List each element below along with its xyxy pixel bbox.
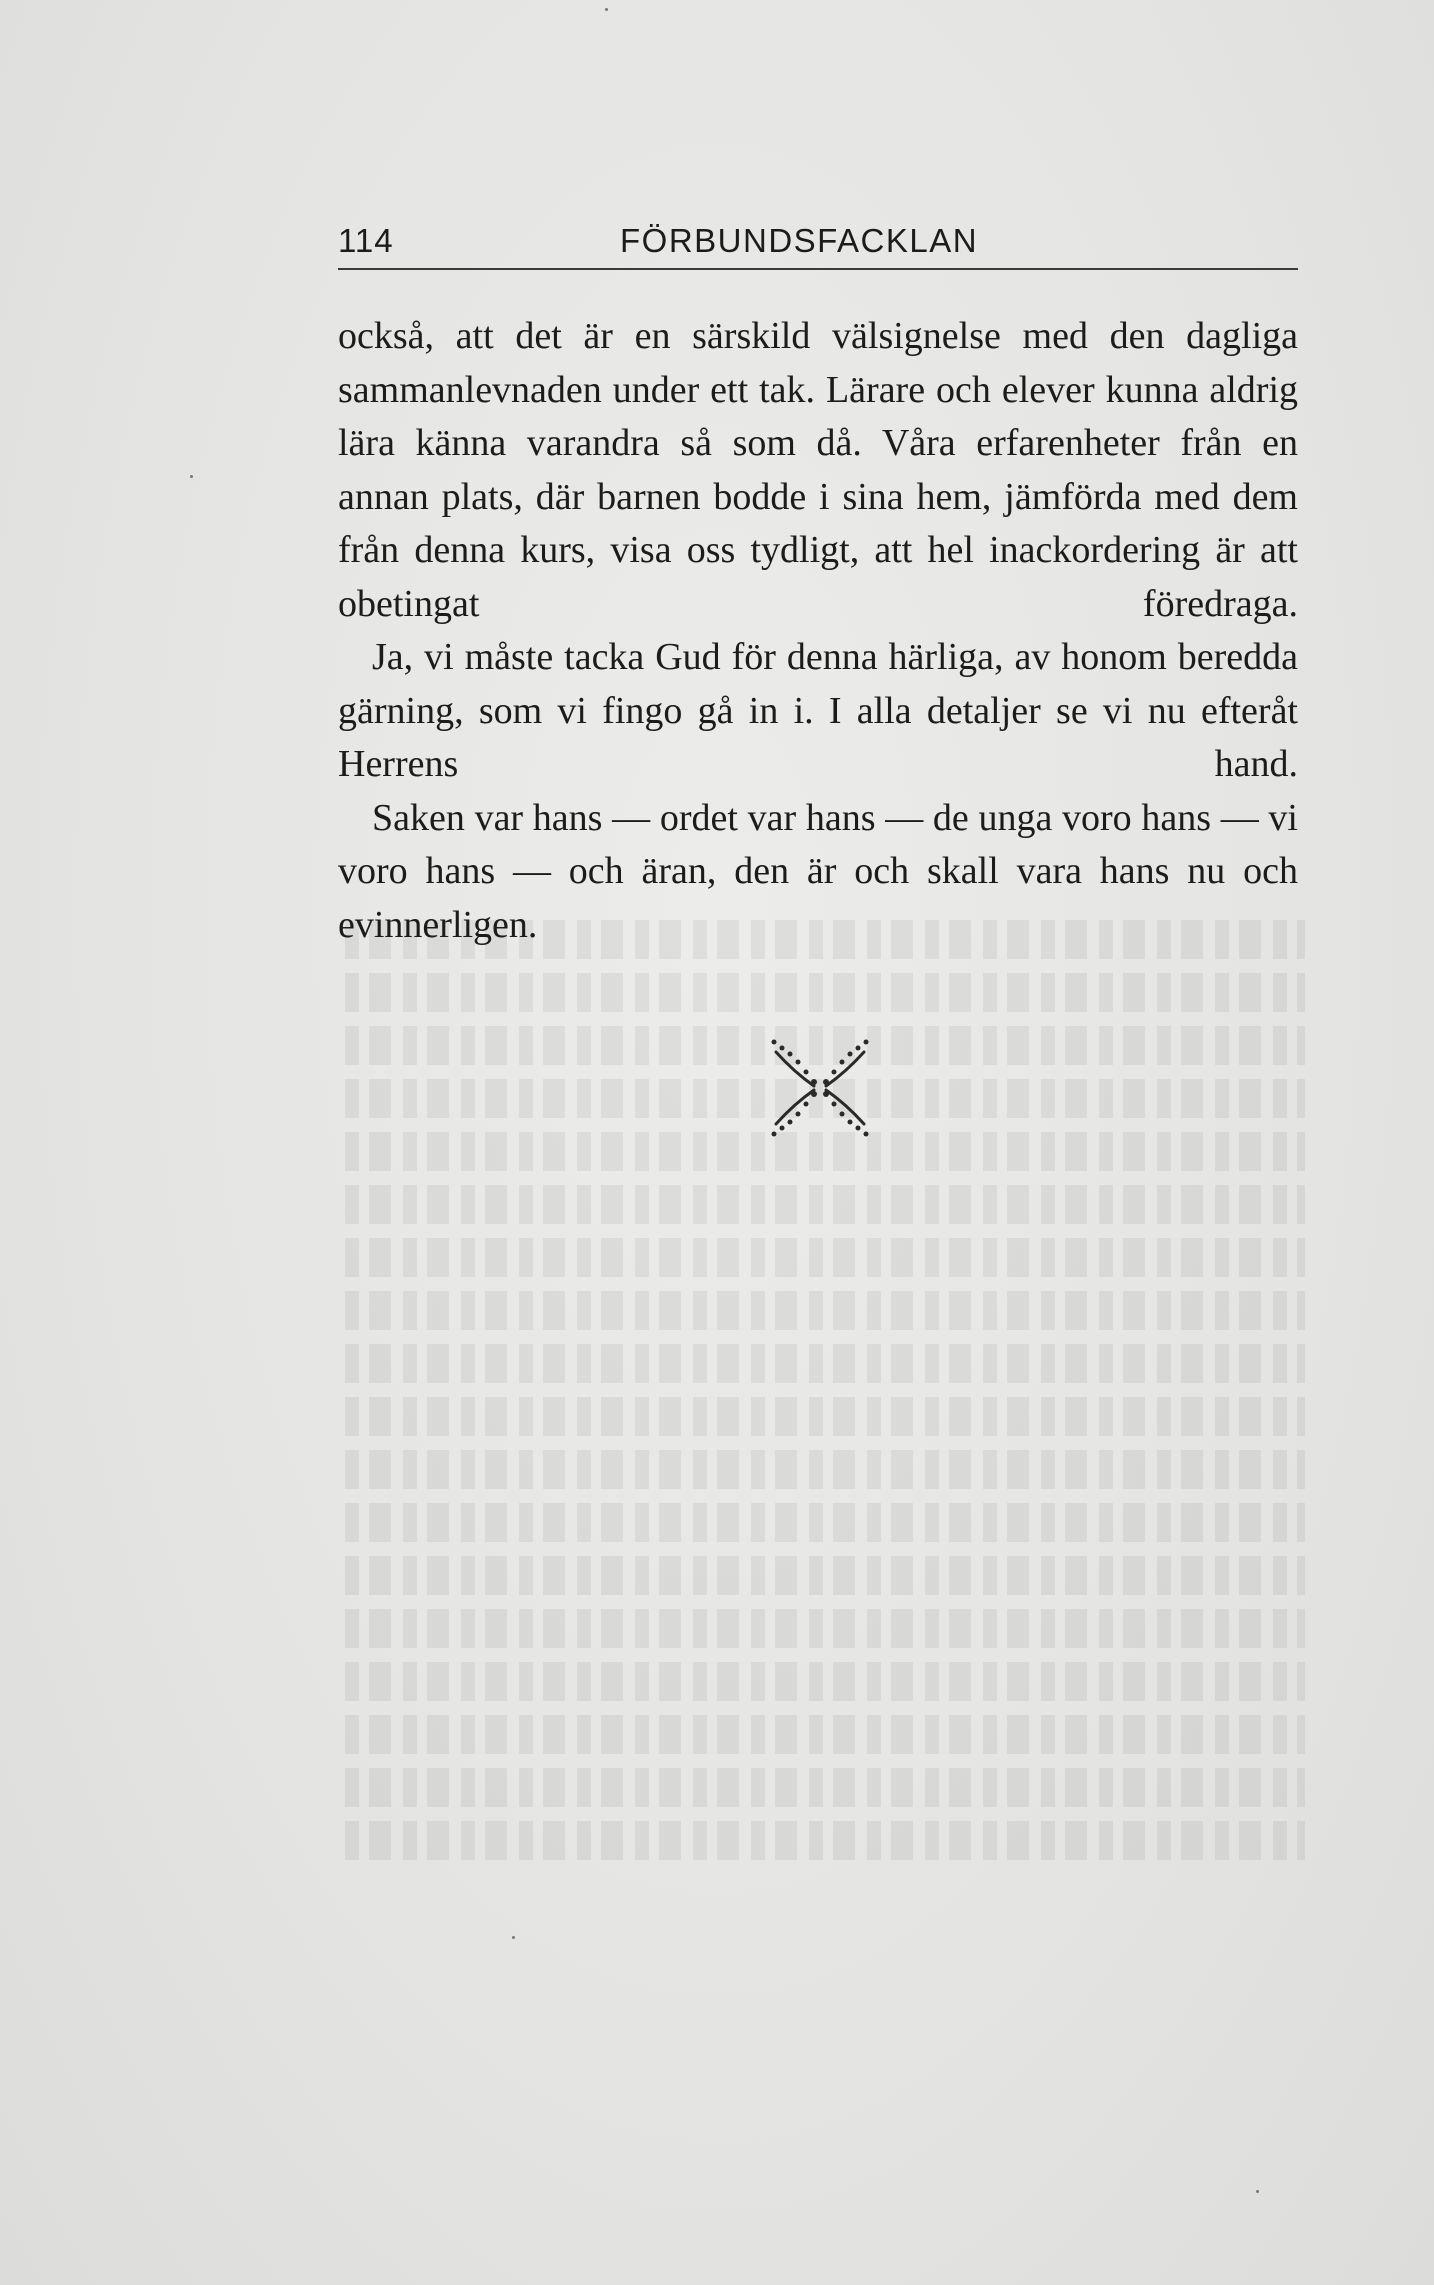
paper-speck: [190, 475, 193, 478]
asterism-ornament-icon: [764, 1032, 876, 1144]
journal-title: FÖRBUNDSFACKLAN: [620, 222, 979, 259]
paragraph-2: Ja, vi måste tacka Gud för denna härliga, av honom beredda gärning, som vi fingo gå in i. I alla detaljer se vi nu efteråt Herrens hand.: [338, 636, 1298, 785]
running-head: [338, 212, 1298, 270]
body-text: [338, 310, 1298, 952]
page-number: 114: [338, 222, 394, 259]
paper-speck: [1256, 2190, 1259, 2193]
paper-speck: [512, 1936, 515, 1939]
paper-speck: [605, 8, 608, 11]
paragraph-3: Saken var hans — ordet var hans — de unga voro hans — vi voro hans — och äran, den är och skall vara hans nu och evinnerligen.: [338, 796, 1298, 946]
paragraph-1: också, att det är en särskild välsignelse med den dagliga sammanlevnaden under ett tak. Lärare och elever kunna aldrig lära känna varandra så som då. Våra erfarenheter från en annan plats, där barnen bodde i sina hem, jämförda med dem från denna kurs, visa oss tydligt, att hel inackordering är att obetingat föredraga.: [338, 315, 1298, 625]
